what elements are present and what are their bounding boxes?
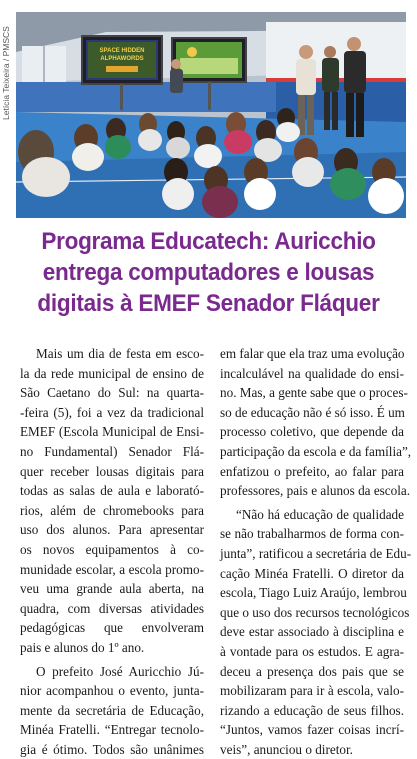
body-text-line: pais e alunos do 1º ano.: [20, 639, 145, 655]
body-text-line: Minéa Fratelli. “Entregar tecnolo-: [20, 722, 204, 738]
body-text-line: escola, Tiago Luiz Araújo, lembrou: [220, 585, 407, 601]
body-text-line: deceu a presença dos pais que se: [220, 663, 404, 679]
body-text-line: participação da escola e da família”,: [220, 443, 412, 459]
body-text-line: os novos equipamentos à co-: [20, 541, 204, 557]
svg-text:ALPHAWORDS: ALPHAWORDS: [100, 56, 144, 62]
article-headline: [22, 226, 395, 319]
headline-line: Programa Educatech: Auricchio: [41, 228, 376, 255]
body-text-line: so de educação não é só isso. É um: [220, 404, 405, 420]
body-text-line: se não trabalharmos de forma con-: [220, 526, 404, 542]
article-photo: [16, 12, 406, 218]
body-text-line: veis”, anunciou o diretor.: [220, 741, 353, 757]
headline-line: digitais à EMEF Senador Fláquer: [37, 290, 380, 317]
body-text-line: junta”, ratificou a secretária de Edu-: [220, 545, 412, 561]
article-column-right: [220, 344, 412, 759]
body-text-line: mente da secretária de Educação,: [20, 702, 204, 718]
body-text-line: EMEF (Escola Municipal de Ensi-: [20, 424, 204, 440]
body-text-line: rios, além de chromebooks para: [20, 502, 204, 518]
body-text-line: professores, pais e alunos da escola.: [220, 483, 411, 499]
body-text-line: São Caetano do Sul: na quarta-: [20, 385, 204, 401]
body-text-line: veu uma grande aula aberta, na: [20, 581, 204, 597]
classroom-photo-illustration: [16, 12, 406, 218]
body-text-line: que o uso dos recursos tecnológicos: [220, 604, 410, 620]
body-text-line: à vontade para os estudos. E agra-: [220, 643, 404, 659]
body-text-line: uso dos alunos. Para apresentar: [20, 522, 204, 538]
screen-game-title: SPACE HIDDEN: [99, 48, 145, 54]
body-text-line: pedagógicas que envolveram: [20, 620, 204, 636]
body-text-line: nior acompanhou o evento, junta-: [20, 683, 204, 699]
article-column-left: [20, 344, 204, 759]
photo-credit: Letícia Teixeira / PMSCS: [1, 26, 11, 120]
body-text-line: quadra, com diversas atividades: [20, 600, 204, 616]
body-text-line: cação Minéa Fratelli. O diretor da: [220, 565, 404, 581]
body-text-line: munidade escolar, a escola promo-: [20, 561, 204, 577]
body-text-line: incalculável na qualidade do ensi-: [220, 365, 404, 381]
body-text-line: -feira (5), foi a vez da tradicional: [20, 404, 204, 420]
body-text-line: gia é ótimo. Todos são unânimes: [20, 741, 204, 757]
body-text-line: O prefeito José Auricchio Jú-: [36, 663, 204, 679]
body-text-line: quer receber lousas digitais para: [20, 463, 204, 479]
body-text-line: no Fundamental) Senador Flá-: [20, 443, 204, 459]
body-text-line: rizando a educação de seus filhos.: [220, 702, 404, 718]
body-text-line: Mais um dia de festa em esco-: [36, 346, 204, 361]
body-text-line: no. Mas, a gente sabe que o proces-: [220, 385, 408, 401]
body-text-line: la da rede municipal de ensino de: [20, 365, 204, 381]
body-text-line: em falar que ela traz uma evolução: [220, 346, 405, 361]
body-text-line: mobilizaram para ir à escola, valo-: [220, 683, 404, 699]
body-text-line: processo coletivo, que depende da: [220, 424, 404, 440]
body-text-line: “Juntos, vamos fazer coisas incrí-: [220, 722, 404, 738]
headline-line: entrega computadores e lousas: [42, 259, 375, 286]
body-text-line: “Não há educação de qualidade: [236, 506, 404, 522]
body-text-line: enfatizou o prefeito, ao falar para: [220, 463, 404, 479]
body-text-line: deve estar associado à disciplina e: [220, 624, 404, 640]
body-text-line: todas as salas de aula e laborató-: [20, 483, 204, 499]
